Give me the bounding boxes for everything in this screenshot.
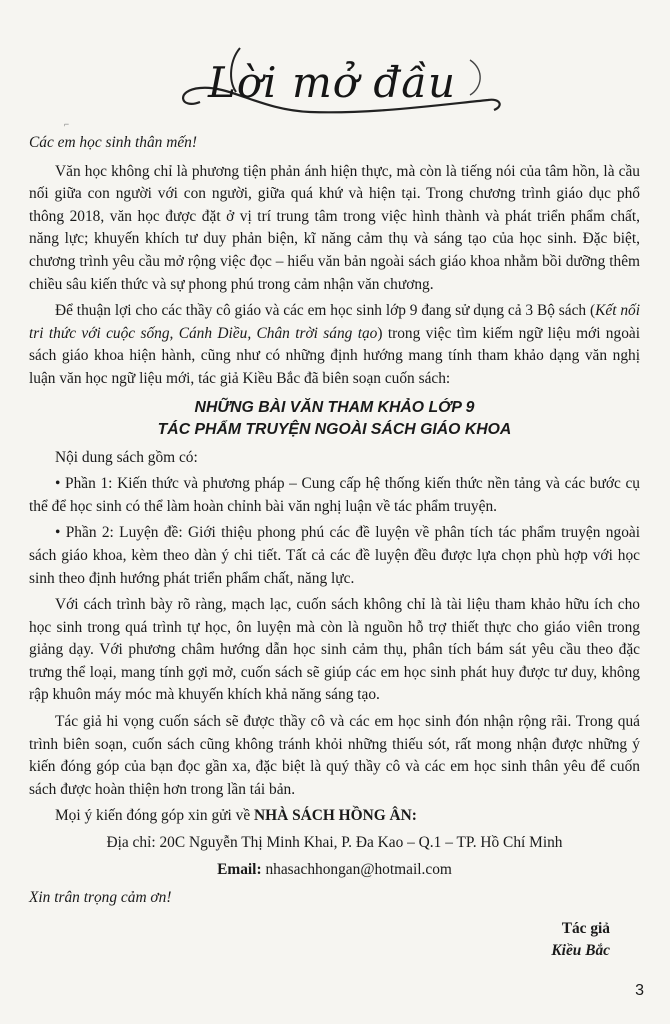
feedback-line	[29, 805, 640, 828]
paragraph-purpose-after: ) trong việc tìm kiếm ngữ liệu mới ngoài sách giáo khoa hiện hành, cũng như có những định hướng mang tính tham khảo dạng văn nghị luận văn học ngữ liệu mới, tác giả Kiều Bắc đã biên soạn cuốn sách:	[29, 324, 640, 387]
greeting: Các em học sinh thân mến!	[29, 134, 197, 151]
email-label: Email:	[217, 860, 262, 878]
book-title-line-1: NHỮNG BÀI VĂN THAM KHẢO LỚP 9	[194, 398, 475, 416]
margin-mark: ⌐	[64, 119, 70, 129]
contents-part-2: • Phần 2: Luyện đề: Giới thiệu phong phú các đề luyện về phân tích tác phẩm truyện ngoài sách giáo khoa, kèm theo dàn ý chi tiết. Tất cả các đề luyện đều được lựa chọn phù hợp với học sinh theo định hướng phát triển phẩm chất, năng lực.	[29, 524, 640, 587]
preface-body	[29, 132, 640, 963]
publisher-name: NHÀ SÁCH HỒNG ÂN:	[254, 807, 417, 825]
paragraph-benefits: Với cách trình bày rõ ràng, mạch lạc, cuốn sách không chỉ là tài liệu tham khảo hữu ích cho học sinh trong quá trình tự học, ôn luyện mà còn là nguồn hỗ trợ thiết thực cho giáo viên trong giảng dạy. Với phương châm hướng dẫn học sinh cảm thụ, phân tích bám sát yêu cầu theo đặc trưng thể loại, mang tính gợi mở, cuốn sách sẽ giúp các em học sinh phát huy được tư duy, không rập khuôn máy móc mà khuyến khích khả năng sáng tạo.	[29, 596, 640, 704]
publisher-address: Địa chỉ: 20C Nguyễn Thị Minh Khai, P. Đa Kao – Q.1 – TP. Hồ Chí Minh	[106, 834, 563, 852]
feedback-lead: Mọi ý kiến đóng góp xin gửi về	[55, 807, 255, 825]
paragraph-intro: Văn học không chỉ là phương tiện phản ánh hiện thực, mà còn là tiếng nói của tâm hồn, là cầu nối giữa con người với con người, giữa quá khứ và hiện tại. Trong chương trình giáo dục phổ thông 2018, văn học được đặt ở vị trí trung tâm trong việc hình thành và phát triển phẩm chất, năng lực; khuyến khích tư duy phản biện, kĩ năng cảm thụ và sáng tạo của học sinh. Đặc biệt, chương trình yêu cầu mở rộng việc đọc – hiểu văn bản ngoài sách giáo khoa nhằm bồi dưỡng thêm chiều sâu kiến thức và sự phong phú trong cảm nhận văn chương.	[29, 162, 640, 293]
title-block	[170, 40, 510, 125]
page-number: 3	[635, 982, 644, 999]
book-series-names: Kết nối tri thức với cuộc sống, Cánh Diều, Chân trời sáng tạo	[29, 302, 640, 342]
paragraph-purpose	[29, 300, 640, 390]
closing-thanks: Xin trân trọng cảm ơn!	[29, 889, 172, 907]
publisher-email	[29, 859, 640, 882]
email-value: nhasachhongan@hotmail.com	[261, 860, 452, 878]
book-title-line-2: TÁC PHẨM TRUYỆN NGOÀI SÁCH GIÁO KHOA	[157, 420, 512, 438]
signature-name: Kiều Bắc	[551, 942, 610, 960]
signature-role: Tác giả	[561, 919, 610, 937]
paragraph-purpose-before: Để thuận lợi cho các thầy cô giáo và các em học sinh lớp 9 đang sử dụng cả 3 Bộ sách (	[55, 302, 596, 320]
book-title	[29, 397, 640, 441]
paragraph-hope: Tác giả hi vọng cuốn sách sẽ được thầy cô và các em học sinh đón nhận rộng rãi. Trong quá trình biên soạn, cuốn sách cũng không tránh khỏi những thiếu sót, rất mong nhận được những ý kiến đóng góp của bạn đọc gần xa, đặc biệt là quý thầy cô và các em học sinh thân yêu để cuốn sách được hoàn thiện hơn trong lần tái bản.	[29, 713, 640, 798]
contents-part-1: • Phần 1: Kiến thức và phương pháp – Cung cấp hệ thống kiến thức nền tảng và các bước cụ thể để học sinh có thể làm hoàn chỉnh bài văn nghị luận về tác phẩm truyện.	[29, 475, 640, 515]
page-title: Lời mở đầu	[208, 58, 457, 107]
contents-intro: Nội dung sách gồm có:	[55, 448, 198, 466]
